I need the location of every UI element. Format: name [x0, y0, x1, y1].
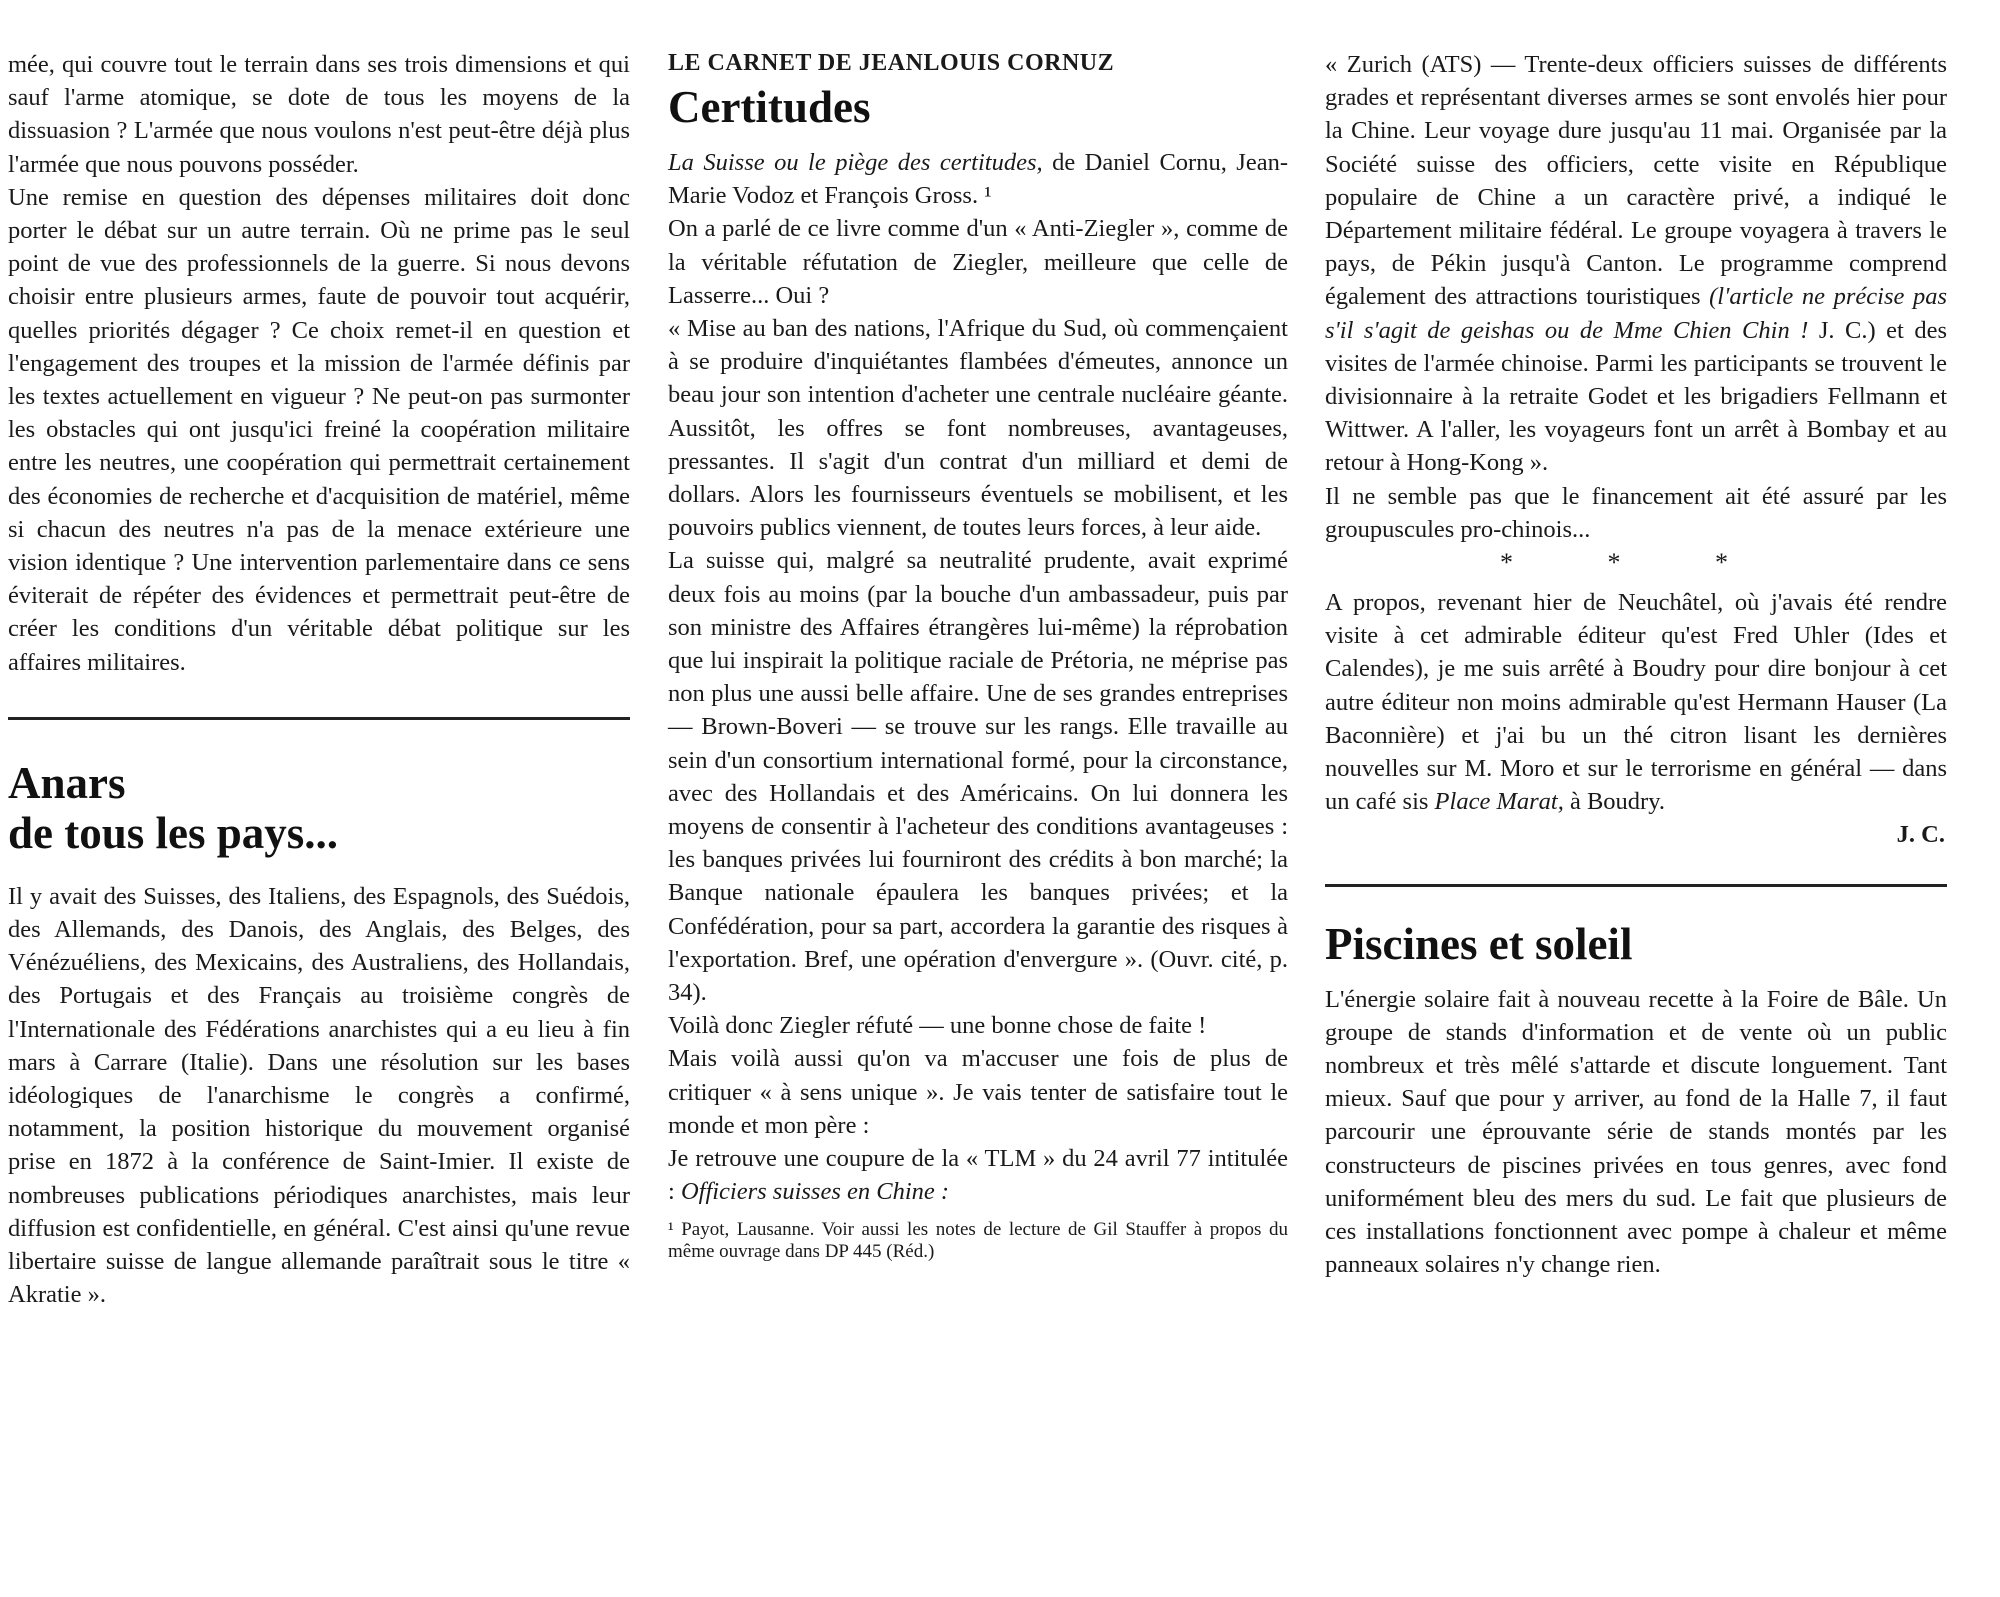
column-left: [8, 48, 630, 1312]
text-run: « Zurich (ATS) — Trente-deux officiers suisses de différents grades et représentant diverses armes se sont envolés hier pour la Chine. Leur voyage dure jusqu'au 11 mai. Organisée par la Société suisse des officiers, cette visite en République populaire de Chine a un caractère privé, a indiqué le Département militaire fédéral. Le groupe voyagera à travers le pays, de Pékin jusqu'à Canton. Le programme comprend également des attractions touristiques: [1325, 51, 1947, 311]
text-run: A propos, revenant hier de Neuchâtel, où j'avais été rendre visite à cet admirable éditeur qu'est Fred Uhler (Ides et Calendes), je me suis arrêté à Boudry pour dire bonjour à cet autre éditeur non moins admirable qu'est Hermann Hauser (La Baconnière) et j'ai bu un thé citron lisant les dernières nouvelles sur M. Moro et sur le terrorisme en général — dans un café sis: [1325, 589, 1947, 816]
footnote: ¹ Payot, Lausanne. Voir aussi les notes de lecture de Gil Stauffer à propos du même ouvrage dans DP 445 (Réd.): [668, 1218, 1288, 1262]
column-center: [668, 48, 1288, 1263]
separator-stars: * * *: [1500, 548, 1772, 578]
italic-run: Officiers suisses en Chine :: [680, 1178, 950, 1206]
article-paragraph: Une remise en question des dépenses militaires doit donc porter le débat sur un autre terrain. Où ne prime pas le seul point de vue des professionnels de la guerre. Si nous devons choisir entre plusieurs armes, faute de pouvoir tout acquérir, quelles priorités dégager ? Ce choix remet-il en question et l'engagement des troupes et la mission de l'armée définis par les textes actuellement en vigueur ? Ne peut-on pas surmonter les obstacles qui ont jusqu'ici freiné la coopération militaire entre les neutres, une coopération qui permettrait certainement des économies de recherche et d'acquisition de matériel, même si chacun des neutres n'a pas de la menace extérieure une vision identique ? Une intervention parlementaire dans ce sens éviterait de répéter des évidences et permettrait peut-être de créer les conditions d'un véritable débat politique sur les affaires militaires.: [8, 183, 630, 676]
article-paragraph: Voilà donc Ziegler réfuté — une bonne chose de faite !: [668, 1012, 1207, 1040]
article-paragraph: « Mise au ban des nations, l'Afrique du Sud, où commençaient à se produire d'inquiétantes flambées d'émeutes, annonce un beau jour son intention d'acheter une centrale nucléaire géante. Aussitôt, les offres se font nombreuses, avantageuses, pressantes. Il s'agit d'un contrat d'un milliard et demi de dollars. Alors les fournisseurs éventuels se mobilisent, et les pouvoirs publics viennent, de toutes leurs forces, à leur aide.: [668, 315, 1288, 542]
piscines-body: L'énergie solaire fait à nouveau recette à la Foire de Bâle. Un groupe de stands d'information et de vente où un public nombreux et très mêlé s'attarde et discute longuement. Tant mieux. Sauf que pour y arriver, au fond de la Halle 7, il faut parcourir une éprouvante série de stands montés par les constructeurs de piscines privées en tous genres, avec fond uniformément bleu des mers du sud. Le fait que plusieurs de ces installations fonctionnent avec pompe à chaleur et même panneaux solaires n'y change rien.: [1325, 985, 1947, 1279]
article-paragraph: Il ne semble pas que le financement ait été assuré par les groupuscules pro-chinois...: [1325, 482, 1947, 543]
signature: J. C.: [1896, 821, 1945, 849]
article-paragraph: La suisse qui, malgré sa neutralité prudente, avait exprimé deux fois au moins (par la bouche d'un ambassadeur, puis par son ministre des Affaires étrangères lui-même) la réprobation que lui inspirait la politique raciale de Prétoria, ne méprise pas non plus une aussi belle affaire. Une de ses grandes entreprises — Brown-Boveri — se trouve sur les rangs. Elle travaille au sein d'un consortium international formé, pour la circonstance, avec des Hollandais et des Américains. On lui donnera les moyens de consentir à l'acheteur des conditions avantageuses : les banques privées lui fourniront des crédits à bon marché; la Banque nationale épaulera les banques privées; et la Confédération, pour sa part, accordera la garantie des risques à l'exportation. Bref, une opération d'envergure ». (Ouvr. cité, p. 34).: [668, 547, 1288, 1007]
article-paragraph: mée, qui couvre tout le terrain dans ses trois dimensions et qui sauf l'arme atomique, se dote de tous les moyens de la dissuasion ? L'armée que nous voulons n'est peut-être déjà plus l'armée que nous pouvons posséder.: [8, 51, 630, 178]
column-right: [1325, 48, 1947, 1282]
piscines-title: Piscines et soleil: [1325, 918, 1633, 969]
article-paragraph: [1325, 586, 1947, 818]
anars-title-line1: Anars: [8, 757, 126, 808]
book-authors: de Daniel Cornu, Jean-Marie Vodoz et François Gross. ¹: [668, 149, 1288, 210]
article-paragraph-last: [668, 1142, 1288, 1208]
text-run: à Boudry.: [1563, 788, 1665, 816]
anars-body: Il y avait des Suisses, des Italiens, des Espagnols, des Suédois, des Allemands, des Danois, des Anglais, des Belges, des Vénézuéliens, des Mexicains, des Australiens, des Hollandais, des Portugais et des Français au troisième congrès de l'Internationale des Fédérations anarchistes qui a eu lieu à fin mars à Carrare (Italie). Dans une résolution sur les bases idéologiques de l'anarchisme le congrès a confirmé, notamment, la position historique du mouvement organisé prise en 1872 à la conférence de Saint-Imier. Il existe de nombreuses publications périodiques anarchistes, mais leur diffusion est confidentielle, en général. C'est ainsi qu'une revue libertaire suisse de langue allemande paraîtrait sous le titre « Akratie ».: [8, 882, 630, 1309]
article-paragraph: Mais voilà aussi qu'on va m'accuser une fois de plus de critiquer « à sens unique ». Je vais tenter de satisfaire tout le monde et mon père :: [668, 1045, 1288, 1139]
book-reference: [668, 146, 1288, 212]
column-kicker: LE CARNET DE JEANLOUIS CORNUZ: [668, 50, 1115, 76]
certitudes-title: Certitudes: [668, 82, 871, 132]
quoted-dispatch: [1325, 48, 1947, 480]
italic-run: (l'article ne précise pas s'il s'agit de geishas ou de Mme Chien Chin !: [1325, 283, 1947, 344]
article-paragraph: On a parlé de ce livre comme d'un « Anti-Ziegler », comme de la véritable réfutation de Ziegler, meilleure que celle de Lasserre... Oui ?: [668, 215, 1288, 309]
book-title: La Suisse ou le piège des certitudes,: [668, 149, 1043, 176]
italic-run: Place Marat,: [1434, 788, 1564, 816]
text-run: J. C.) et des visites de l'armée chinoise. Parmi les participants se trouvent le divisionnaire à la retraite Godet et les brigadiers Fellmann et Wittwer. A l'aller, les voyageurs font un arrêt à Bombay et au retour à Hong-Kong ».: [1325, 316, 1947, 477]
text-run: Je retrouve une coupure de la « TLM » du 24 avril 77 intitulée :: [668, 1145, 1288, 1206]
anars-title-line2: de tous les pays...: [8, 807, 339, 858]
